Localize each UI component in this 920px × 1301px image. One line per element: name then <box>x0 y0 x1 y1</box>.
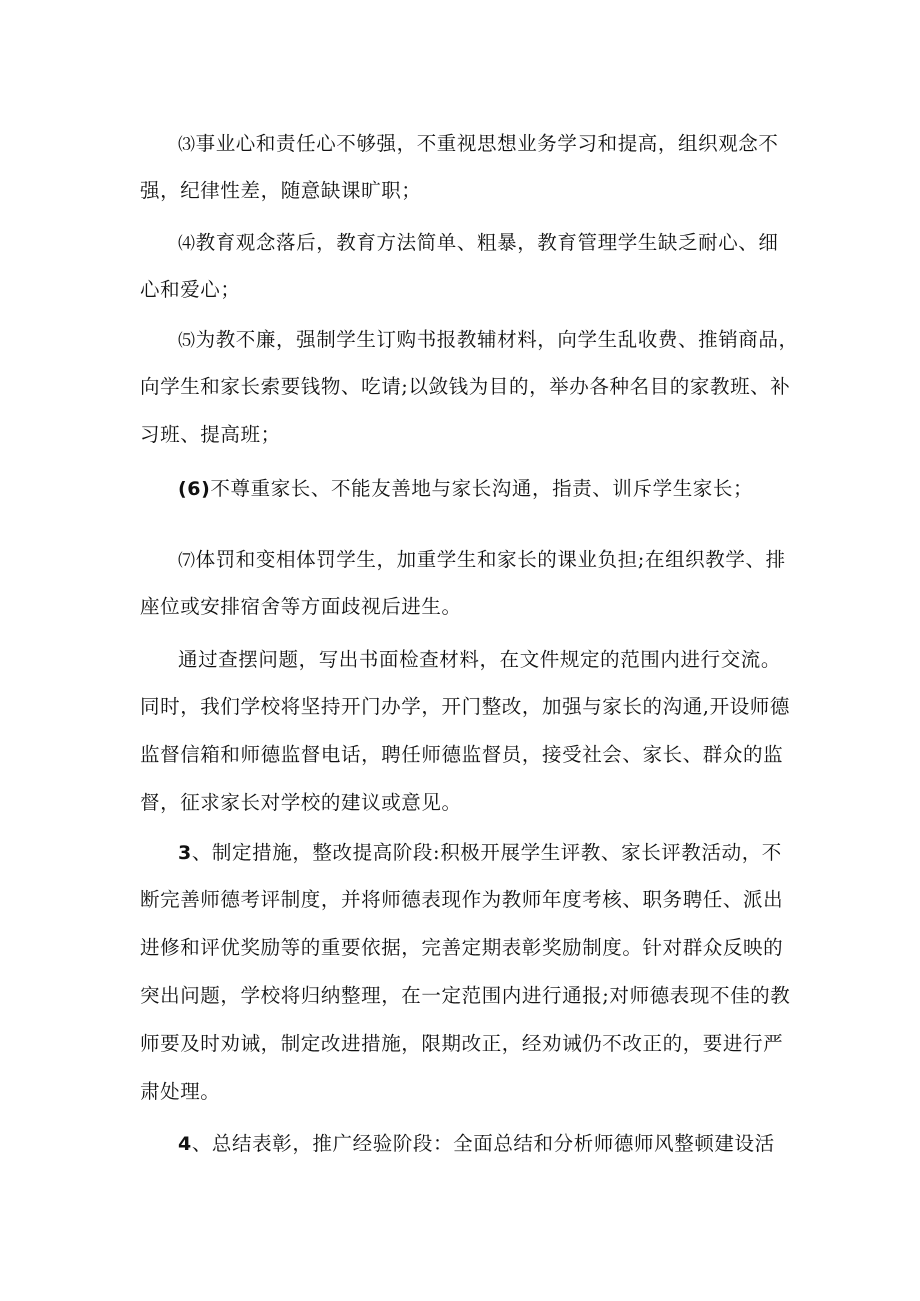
para-5-line-1 <box>178 326 828 355</box>
para-3-line-1 <box>178 130 828 159</box>
para-7-line-2: 座位或安排宿舍等方面歧视后进生。 <box>140 595 462 618</box>
para-7-marker: ⑺ <box>178 551 196 571</box>
para-6-line-1 <box>178 475 828 503</box>
para-3-marker: ⑶ <box>178 135 196 155</box>
para-5-line-2: 向学生和家长索要钱物、吃请;以敛钱为目的，举办各种名目的家教班、补 <box>140 375 791 398</box>
para-4-text-1: 教育观念落后，教育方法简单、粗暴，教育管理学生缺乏耐心、细 <box>195 231 779 254</box>
para-5-marker: ⑸ <box>178 331 196 351</box>
para-3-text-1: 事业心和责任心不够强，不重视思想业务学习和提高，组织观念不 <box>195 132 779 155</box>
para-4-line-1 <box>178 229 828 258</box>
stage-3-line-5: 师要及时劝诫，制定改进措施，限期改正，经劝诫仍不改正的，要进行严 <box>140 1032 784 1055</box>
stage-4-text-1: 、总结表彰，推广经验阶段：全面总结和分析师德师风整顿建设活 <box>191 1132 775 1155</box>
para-7-text-1: 体罚和变相体罚学生，加重学生和家长的课业负担;在组织教学、排 <box>195 548 786 571</box>
stage-3-line-1 <box>178 839 828 867</box>
para-4-marker: ⑷ <box>178 234 196 254</box>
para-3-line-2: 强，纪律性差，随意缺课旷职； <box>140 179 422 202</box>
para-check-line-3: 监督信箱和师德监督电话，聘任师德监督员，接受社会、家长、群众的监 <box>140 743 784 766</box>
para-6-marker: (6) <box>178 478 211 500</box>
stage-3-number: 3 <box>178 842 192 864</box>
stage-4-number: 4 <box>178 1133 192 1155</box>
stage-4-line-1 <box>178 1130 828 1158</box>
stage-3-line-2: 断完善师德考评制度，并将师德表现作为教师年度考核、职务聘任、派出 <box>140 888 784 911</box>
para-6-text-1: 不尊重家长、不能友善地与家长沟通，指责、训斥学生家长； <box>210 477 754 500</box>
stage-3-line-3: 进修和评优奖励等的重要依据，完善定期表彰奖励制度。针对群众反映的 <box>140 936 784 959</box>
para-4-line-2: 心和爱心； <box>140 278 241 301</box>
para-check-line-1: 通过查摆问题，写出书面检查材料，在文件规定的范围内进行交流。 <box>178 648 782 671</box>
para-5-text-1: 为教不廉，强制学生订购书报教辅材料，向学生乱收费、推销商品， <box>195 328 799 351</box>
para-7-line-1 <box>178 546 828 575</box>
stage-3-line-4: 突出问题，学校将归纳整理，在一定范围内进行通报;对师德表现不佳的教 <box>140 984 791 1007</box>
stage-3-line-6: 肃处理。 <box>140 1080 221 1103</box>
para-check-line-2: 同时，我们学校将坚持开门办学，开门整改，加强与家长的沟通,开设师德 <box>140 695 790 718</box>
stage-3-text-1: 、制定措施，整改提高阶段:积极开展学生评教、家长评教活动，不 <box>191 841 782 864</box>
para-check-line-4: 督，征求家长对学校的建议或意见。 <box>140 791 462 814</box>
para-5-line-3: 习班、提高班； <box>140 423 281 446</box>
